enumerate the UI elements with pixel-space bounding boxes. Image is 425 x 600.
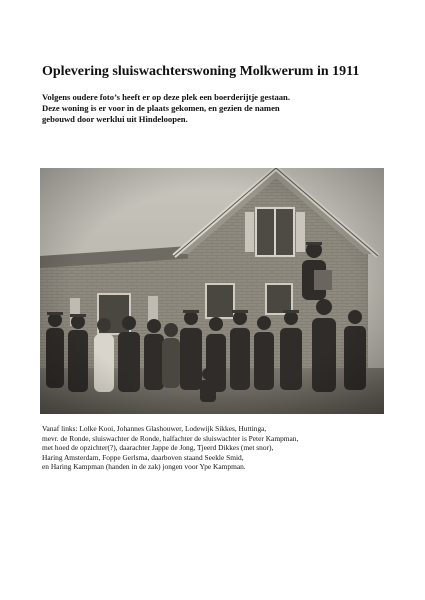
caption-line: mevr. de Ronde, sluiswachter de Ronde, halfachter de sluiswachter is Peter Kampman, — [42, 433, 299, 443]
photo-caption — [42, 424, 392, 472]
photo-illustration — [40, 168, 384, 414]
page-title: Oplevering sluiswachterswoning Molkwerum in 1911 — [42, 64, 360, 79]
intro-line: Deze woning is er voor in de plaats gekomen, en gezien de namen — [42, 103, 280, 113]
caption-line: Vanaf links: Lolke Kooi, Johannes Glashouwer, Lodewijk Sikkes, Huttinga, — [42, 424, 267, 433]
historic-group-photo — [40, 168, 384, 414]
caption-line: en Haring Kampman (handen in de zak) jongen voor Ype Kampman. — [42, 462, 246, 472]
intro-line: gebouwd door werklui uit Hindeloopen. — [42, 114, 188, 124]
caption-line: met hoed de opzichter(?), daarachter Jappe de Jong, Tjeerd Dikkes (met snor), — [42, 443, 274, 453]
caption-line: Haring Amsterdam, Foppe Gerlsma, daarboven staand Seekle Smid, — [42, 452, 244, 462]
intro-line: Volgens oudere foto’s heeft er op deze plek een boerderijtje gestaan. — [42, 92, 290, 102]
intro-paragraph — [42, 92, 392, 125]
